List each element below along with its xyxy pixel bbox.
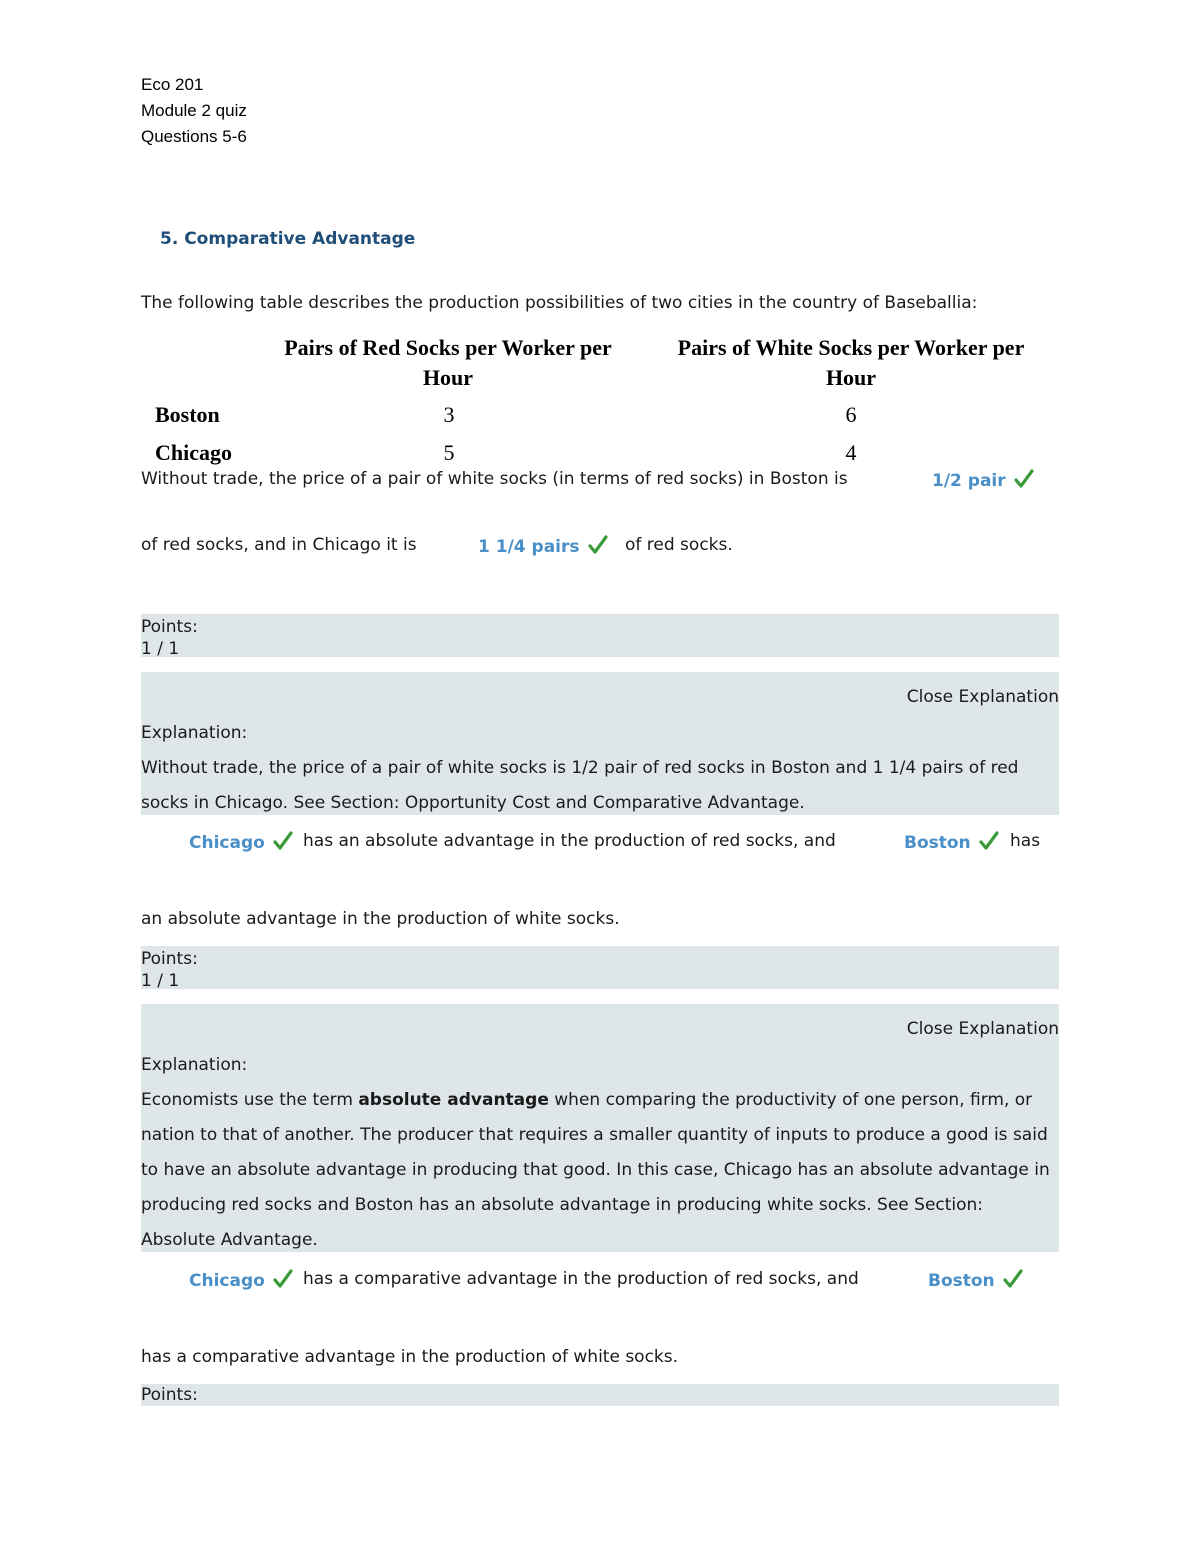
part1-explanation-text: Without trade, the price of a pair of white socks is 1/2 pair of red socks in Boston and 1 1/4 pairs of red socks in Chicago. See Section: Opportunity Cost and Comparative Advantage. [141, 758, 1019, 813]
part2-text-c: an absolute advantage in the production of white socks. [141, 909, 620, 929]
close-explanation-button[interactable]: Close Explanation [906, 687, 1059, 707]
part2-explanation-panel [141, 1004, 1059, 1252]
table-cell-chicago-white: 4 [845, 440, 857, 465]
checkmark-icon [273, 1269, 293, 1294]
checkmark-icon [588, 535, 608, 560]
part2-text-a: has an absolute advantage in the production of red socks, and [303, 831, 836, 851]
explanation-pre: Economists use the term [141, 1090, 359, 1110]
part2-answer-a [189, 831, 293, 856]
checkmark-icon [979, 831, 999, 856]
part3-text-a: has a comparative advantage in the production of red socks, and [303, 1269, 859, 1289]
table-city-chicago: Chicago [155, 440, 232, 465]
close-explanation-button[interactable]: Close Explanation [906, 1019, 1059, 1039]
table-header-white: Pairs of White Socks per Worker per Hour [677, 335, 1025, 390]
points-value: 1 / 1 [141, 971, 180, 991]
part1-answer-b [478, 535, 608, 560]
part3-answer-a [189, 1269, 293, 1294]
table-header-red: Pairs of Red Socks per Worker per Hour [284, 335, 612, 390]
points-label: Points: [141, 1385, 198, 1405]
checkmark-icon [1014, 469, 1034, 494]
part2-explanation-text [141, 1083, 1059, 1258]
course-title: Eco 201 [141, 75, 204, 94]
part3-answer-b [928, 1269, 1023, 1294]
part1-explanation-panel [141, 672, 1059, 815]
explanation-label: Explanation: [141, 723, 248, 743]
part3-points-bar [141, 1384, 1059, 1406]
part2-answer-b-label: Boston [904, 833, 971, 853]
table-cell-boston-white: 6 [845, 402, 857, 427]
module-title: Module 2 quiz [141, 101, 247, 120]
points-label: Points: [141, 617, 198, 637]
part1-answer-a-label: 1/2 pair [932, 471, 1006, 491]
part2-text-b: has [1010, 831, 1041, 851]
part2-answer-a-label: Chicago [189, 833, 265, 853]
part1-text-c: of red socks. [625, 535, 733, 555]
table-cell-boston-red: 3 [443, 402, 455, 427]
explanation-post: when comparing the productivity of one person, firm, or nation to that of another. The producer that requires a smaller quantity of inputs to produce a good is said to have an absolute advantage in producing that good. In this case, Chicago has an absolute advantage in producing red socks and Boston has an absolute advantage in producing white socks. See Section: Absolute Advantage. [141, 1090, 1050, 1250]
part1-points [141, 614, 1059, 660]
part1-answer-a [932, 469, 1034, 494]
part1-text-b: of red socks, and in Chicago it is [141, 535, 417, 555]
checkmark-icon [273, 831, 293, 856]
table-city-boston: Boston [155, 402, 220, 427]
part1-text-a: Without trade, the price of a pair of white socks (in terms of red socks) in Boston is [141, 469, 848, 489]
part3-answer-a-label: Chicago [189, 1271, 265, 1291]
question-intro: The following table describes the production possibilities of two cities in the country of Baseballia: [141, 293, 978, 313]
questions-range: Questions 5-6 [141, 127, 247, 146]
part1-points-bar [141, 614, 1059, 657]
question-title: 5. Comparative Advantage [160, 229, 416, 249]
part2-points-bar [141, 946, 1059, 989]
part1-answer-b-label: 1 1/4 pairs [478, 537, 580, 557]
part3-answer-b-label: Boston [928, 1271, 995, 1291]
part2-points [141, 946, 1059, 992]
checkmark-icon [1003, 1269, 1023, 1294]
table-cell-chicago-red: 5 [443, 440, 455, 465]
part2-answer-b [904, 831, 999, 856]
explanation-term: absolute advantage [358, 1090, 549, 1110]
explanation-label: Explanation: [141, 1055, 248, 1075]
points-label: Points: [141, 949, 198, 969]
points-value: 1 / 1 [141, 639, 180, 659]
part3-text-c: has a comparative advantage in the production of white socks. [141, 1347, 679, 1367]
